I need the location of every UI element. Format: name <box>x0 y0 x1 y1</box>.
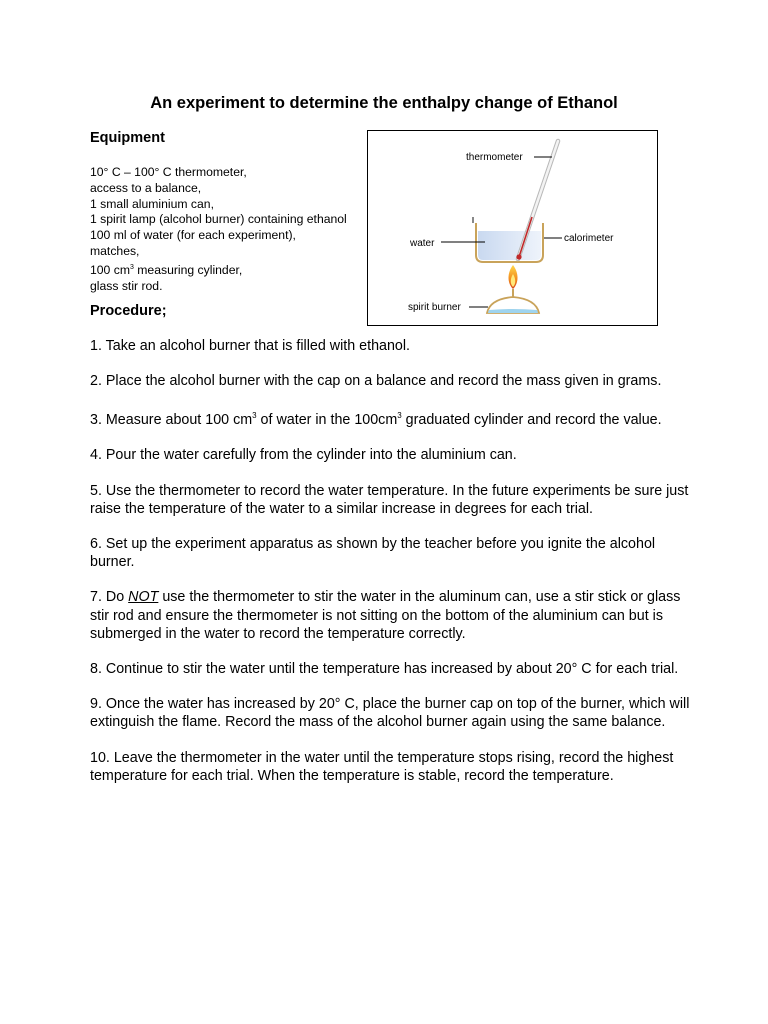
emphasis-not: NOT <box>128 589 159 606</box>
procedure-step-9: 9. Once the water has increased by 20° C, place the burner cap on top of the burner, which will extinguish the flame. Record the mass of the alcohol burner again using the same balance. <box>90 696 690 731</box>
equipment-item: 100 ml of water (for each experiment), <box>90 228 296 243</box>
water-label: water <box>410 238 435 249</box>
text-run: measuring cylinder, <box>133 262 243 277</box>
text-run: graduated cylinder and record the value. <box>401 412 662 429</box>
superscript: 3 <box>397 411 402 421</box>
text-run: use the thermometer to stir the water in the aluminum can, use a stir stick or glass stir rod and ensure the thermometer is not sitting on the bottom of the aluminium can but is submerged in the water to record the temperature correctly. <box>90 589 681 642</box>
thermometer-label: thermometer <box>466 152 523 163</box>
procedure-step-4: 4. Pour the water carefully from the cylinder into the aluminium can. <box>90 447 517 464</box>
spirit-burner-label: spirit burner <box>408 302 461 313</box>
superscript: 3 <box>252 411 257 421</box>
text-run: 3. Measure about 100 cm <box>90 412 253 429</box>
procedure-step-7 <box>90 588 690 643</box>
apparatus-figure <box>367 130 658 326</box>
spirit-burner <box>487 289 539 313</box>
equipment-item: 10° C – 100° C thermometer, <box>90 165 247 179</box>
equipment-item: access to a balance, <box>90 180 202 195</box>
equipment-item: glass stir rod. <box>90 278 163 293</box>
equipment-list <box>90 165 362 294</box>
procedure-step-1: 1. Take an alcohol burner that is filled with ethanol. <box>90 338 411 354</box>
procedure-step-10: 10. Leave the thermometer in the water until the temperature stops rising, record the highest temperature for each trial. When the temperature is stable, record the temperature. <box>90 749 674 784</box>
superscript: 3 <box>129 263 134 271</box>
text-run: of water in the 100cm <box>256 412 398 429</box>
document-title: An experiment to determine the enthalpy change of Ethanol <box>150 94 618 112</box>
calorimeter-can <box>472 217 543 262</box>
equipment-heading: Equipment <box>90 130 165 146</box>
calorimeter-label: calorimeter <box>564 233 614 244</box>
procedure-step-3 <box>90 407 690 429</box>
water-fill <box>478 231 541 260</box>
equipment-item: 1 small aluminium can, <box>90 196 214 211</box>
procedure-step-8: 8. Continue to stir the water until the temperature has increased by about 20° C for each trial. <box>90 661 679 677</box>
text-run: 7. Do <box>90 589 129 606</box>
procedure-step-6: 6. Set up the experiment apparatus as shown by the teacher before you ignite the alcohol burner. <box>90 535 656 571</box>
procedure-step-5: 5. Use the thermometer to record the water temperature. In the future experiments be sure just raise the temperature of the water to a similar increase in degrees for each trial. <box>90 482 689 517</box>
text-run: 100 cm <box>90 262 130 277</box>
procedure-step-2: 2. Place the alcohol burner with the cap on a balance and record the mass given in grams. <box>90 373 662 390</box>
procedure-heading: Procedure; <box>90 303 167 319</box>
procedure-steps <box>90 337 690 802</box>
equipment-item: matches, <box>90 243 140 258</box>
flame-icon <box>509 265 518 289</box>
equipment-item: 1 spirit lamp (alcohol burner) containing ethanol <box>90 212 347 227</box>
equipment-item-measuring-cylinder <box>90 260 362 279</box>
apparatus-diagram <box>368 131 657 325</box>
